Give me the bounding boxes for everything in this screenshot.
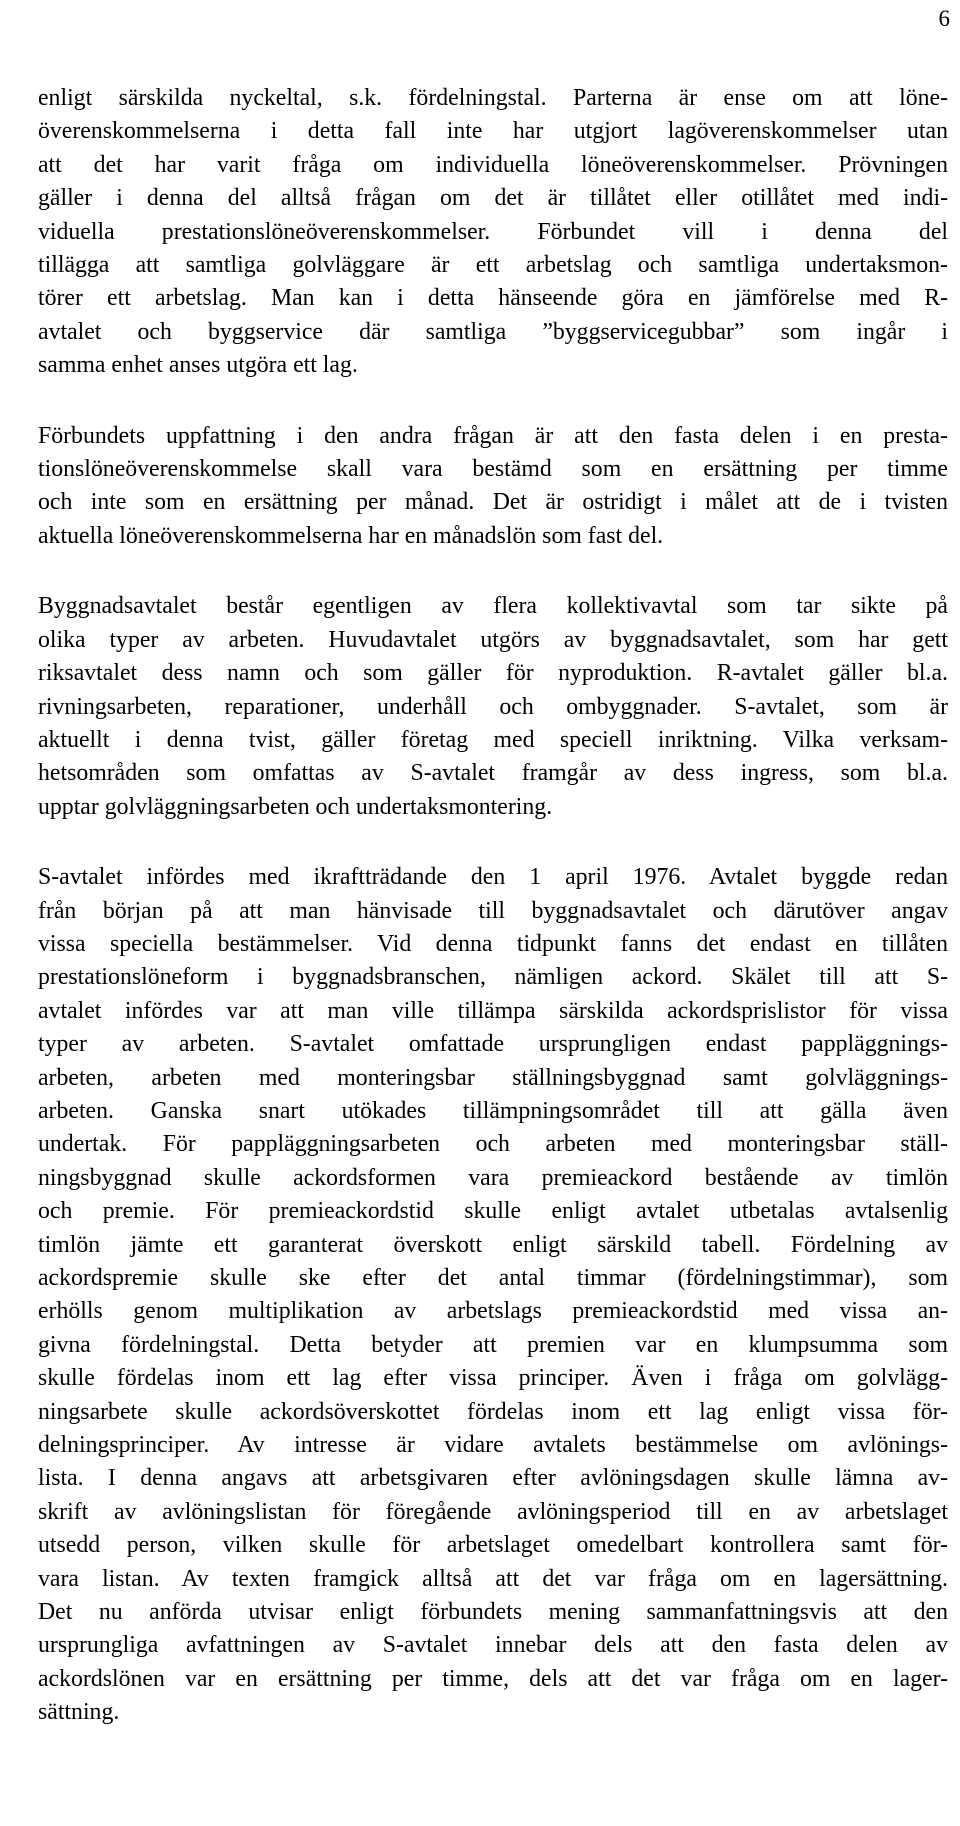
text-line: tionslöneöverenskommelse skall vara bestämd som en ersättning per timme <box>38 456 948 483</box>
text-line: aktuellt i denna tvist, gäller företag med speciell inriktning. Vilka verksam- <box>38 726 948 753</box>
text-line: överenskommelserna i detta fall inte har utgjort lagöverenskommelser utan <box>38 118 948 145</box>
paragraph <box>38 590 948 824</box>
text-line: törer ett arbetslag. Man kan i detta hänseende göra en jämförelse med R- <box>38 285 948 312</box>
text-line: ningsarbete skulle ackordsöverskottet fördelas inom ett lag enligt vissa för- <box>38 1398 948 1425</box>
text-line: Det nu anförda utvisar enligt förbundets mening sammanfattningsvis att den <box>38 1599 948 1626</box>
text-line: upptar golvläggningsarbeten och undertaksmontering. <box>38 793 553 820</box>
text-line: vissa speciella bestämmelser. Vid denna tidpunkt fanns det endast en tillåten <box>38 930 948 957</box>
text-line: utsedd person, vilken skulle för arbetslaget omedelbart kontrollera samt för- <box>38 1532 948 1559</box>
text-line: Byggnadsavtalet består egentligen av flera kollektivavtal som tar sikte på <box>38 593 948 620</box>
page-number: 6 <box>938 6 950 31</box>
text-line: och inte som en ersättning per månad. Det är ostridigt i målet att de i tvisten <box>38 489 948 516</box>
text-line: samma enhet anses utgöra ett lag. <box>38 352 358 379</box>
text-line: tillägga att samtliga golvläggare är ett arbetslag och samtliga undertaksmon- <box>38 252 948 279</box>
text-line: ackordspremie skulle ske efter det antal timmar (fördelningstimmar), som <box>38 1265 948 1291</box>
text-line: ursprungliga avfattningen av S-avtalet innebar dels att den fasta delen av <box>38 1632 948 1659</box>
text-line: lista. I denna angavs att arbetsgivaren efter avlöningsdagen skulle lämna av- <box>38 1465 948 1492</box>
text-line: arbeten, arbeten med monteringsbar ställningsbyggnad samt golvläggnings- <box>38 1064 948 1091</box>
text-line: Förbundets uppfattning i den andra frågan är att den fasta delen i en presta- <box>38 422 948 449</box>
text-line: skulle fördelas inom ett lag efter vissa principer. Även i fråga om golvlägg- <box>38 1365 948 1392</box>
text-line: arbeten. Ganska snart utökades tillämpningsområdet till att gälla även <box>38 1097 948 1124</box>
text-line: ningsbyggnad skulle ackordsformen vara premieackord bestående av timlön <box>38 1164 948 1191</box>
text-line: hetsområden som omfattas av S-avtalet framgår av dess ingress, som bl.a. <box>38 760 948 787</box>
text-line: vara listan. Av texten framgick alltså att det var fråga om en lagersättning. <box>38 1565 948 1592</box>
text-line: sättning. <box>38 1699 120 1726</box>
text-line: timlön jämte ett garanterat överskott enligt särskild tabell. Fördelning av <box>38 1231 948 1258</box>
text-line: att det har varit fråga om individuella löneöverenskommelser. Prövningen <box>38 151 948 178</box>
text-line: riksavtalet dess namn och som gäller för nyproduktion. R-avtalet gäller bl.a. <box>38 660 948 687</box>
paragraph <box>38 420 948 554</box>
text-line: undertak. För pappläggningsarbeten och arbeten med monteringsbar ställ- <box>38 1131 948 1158</box>
text-line: givna fördelningstal. Detta betyder att premien var en klumpsumma som <box>38 1331 948 1358</box>
paragraph <box>38 82 948 383</box>
text-line: olika typer av arbeten. Huvudavtalet utgörs av byggnadsavtalet, som har gett <box>38 626 948 653</box>
document-body <box>38 82 948 1767</box>
text-line: prestationslöneform i byggnadsbranschen, nämligen ackord. Skälet till att S- <box>38 964 948 991</box>
text-line: och premie. För premieackordstid skulle enligt avtalet utbetalas avtalsenlig <box>38 1198 948 1225</box>
text-line: S-avtalet infördes med ikraftträdande den 1 april 1976. Avtalet byggde redan <box>38 864 948 891</box>
text-line: rivningsarbeten, reparationer, underhåll och ombyggnader. S-avtalet, som är <box>38 693 948 720</box>
text-line: skrift av avlöningslistan för föregående avlöningsperiod till en av arbetslaget <box>38 1498 948 1525</box>
text-line: avtalet infördes var att man ville tillämpa särskilda ackordsprislistor för vissa <box>38 997 948 1024</box>
text-line: delningsprinciper. Av intresse är vidare avtalets bestämmelse om avlönings- <box>38 1432 948 1459</box>
paragraph <box>38 861 948 1730</box>
text-line: viduella prestationslöneöverenskommelser. Förbundet vill i denna del <box>38 218 948 245</box>
text-line: erhölls genom multiplikation av arbetslags premieackordstid med vissa an- <box>38 1298 948 1325</box>
text-line: ackordslönen var en ersättning per timme, dels att det var fråga om en lager- <box>38 1665 948 1692</box>
text-line: gäller i denna del alltså frågan om det är tillåtet eller otillåtet med indi- <box>38 185 948 212</box>
text-line: avtalet och byggservice där samtliga ”byggservicegubbar” som ingår i <box>38 318 948 345</box>
text-line: typer av arbeten. S-avtalet omfattade ursprungligen endast pappläggnings- <box>38 1031 948 1058</box>
text-line: aktuella löneöverenskommelserna har en månadslön som fast del. <box>38 522 664 549</box>
text-line: enligt särskilda nyckeltal, s.k. fördelningstal. Parterna är ense om att löne- <box>38 85 948 111</box>
text-line: från början på att man hänvisade till byggnadsavtalet och därutöver angav <box>38 897 948 924</box>
